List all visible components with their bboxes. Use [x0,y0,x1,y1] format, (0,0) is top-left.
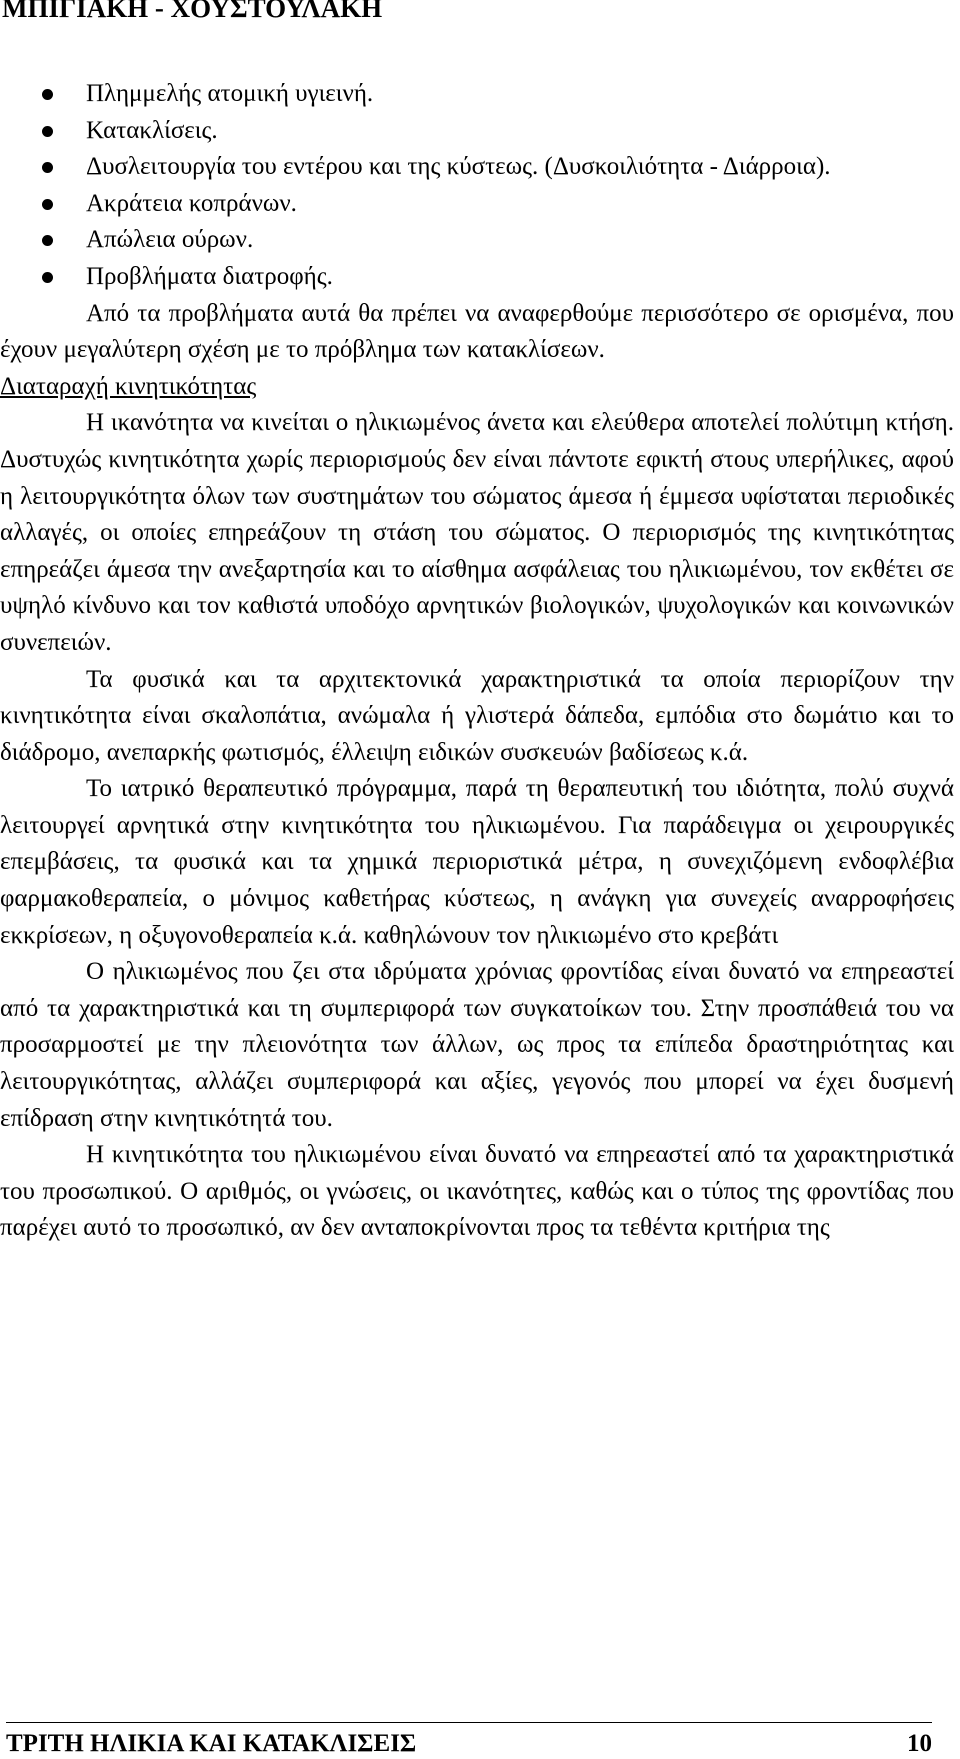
list-item: Απώλεια ούρων. [0,222,954,259]
list-item: Κατακλίσεις. [0,113,954,150]
bullet-icon [42,199,53,210]
running-header: ΜΠΙΓΙΑΚΗ - ΧΟΥΣΤΟΥΛΑΚΗ [2,0,383,23]
paragraph: Η ικανότητα να κινείται ο ηλικιωμένος άνετα και ελεύθερα αποτελεί πολύτιμη κτήση. Δυστυχώς κινητικότητα χωρίς περιορισμούς δεν είναι πάντοτε εφικτή στους υπερήλικες, αφού η λειτουργικότητα όλων των συστημάτων του σώματος άμεσα ή έμμεσα υφίσταται περιοδικές αλλαγές, οι οποίες επηρεάζουν τη στάση του σώματος. Ο περιορισμός της κινητικότητας επηρεάζει άμεσα την ανεξαρτησία και το αίσθημα ασφάλειας του ηλικιωμένου, τον εκθέτει σε υψηλό κίνδυνο και τον καθιστά υποδόχο αρνητικών βιολογικών, ψυχολογικών και κοινωνικών συνεπειών. [0,409,954,656]
footer-title: ΤΡΙΤΗ ΗΛΙΚΙΑ ΚΑΙ ΚΑΤΑΚΛΙΣΕΙΣ [6,1730,417,1757]
page-content [0,76,954,1247]
bullet-icon [42,89,53,100]
running-footer [6,1722,932,1759]
list-item: Πλημμελής ατομική υγιεινή. [0,76,954,113]
list-item: Ακράτεια κοπράνων. [0,186,954,223]
bullet-icon [42,162,53,173]
list-item: Δυσλειτουργία του εντέρου και της κύστεως. (Δυσκοιλιότητα - Διάρροια). [0,149,954,186]
bullet-list [0,76,954,296]
page-number: 10 [907,1730,932,1757]
paragraph: Τα φυσικά και τα αρχιτεκτονικά χαρακτηριστικά τα οποία περιορίζουν την κινητικότητα είναι σκαλοπάτια, ανώμαλα ή γλιστερά δάπεδα, εμπόδια στο δωμάτιο και το διάδρομο, ανεπαρκής φωτισμός, έλλειψη ειδικών συσκευών βαδίσεως κ.ά. [0,665,954,766]
paragraph: Το ιατρικό θεραπευτικό πρόγραμμα, παρά τη θεραπευτική του ιδιότητα, πολύ συχνά λειτουργεί αρνητικά στην κινητικότητα του ηλικιωμένου. Για παράδειγμα οι χειρουργικές επεμβάσεις, τα φυσικά και τα χημικά περιοριστικά μέτρα, η συνεχιζόμενη ενδοφλέβια φαρμακοθεραπεία, ο μόνιμος καθετήρας κύστεως, η ανάγκη για συνεχείς αναρροφήσεις εκκρίσεων, η οξυγονοθεραπεία κ.ά. καθηλώνουν τον ηλικιωμένο στο κρεβάτι [0,775,954,949]
bullet-icon [42,235,53,246]
paragraph: Η κινητικότητα του ηλικιωμένου είναι δυνατό να επηρεαστεί από τα χαρακτηριστικά του προσωπικού. Ο αριθμός, οι γνώσεις, οι ικανότητες, καθώς και ο τύπος της φροντίδας που παρέχει αυτό το προσωπικό, αν δεν ανταποκρίνονται προς τα τεθέντα κριτήρια της [0,1141,954,1242]
paragraph: Από τα προβλήματα αυτά θα πρέπει να αναφερθούμε περισσότερο σε ορισμένα, που έχουν μεγαλύτερη σχέση με το πρόβλημα των κατακλίσεων. [0,299,954,364]
bullet-icon [42,272,53,283]
paragraph: Ο ηλικιωμένος που ζει στα ιδρύματα χρόνιας φροντίδας είναι δυνατό να επηρεαστεί από τα χαρακτηριστικά και τη συμπεριφορά των συγκατοίκων του. Στην προσπάθειά του να προσαρμοστεί με την πλειονότητα των άλλων, ως προς τα επίπεδα δραστηριότητας και λειτουργικότητας, αλλάζει συμπεριφορά και αξίες, γεγονός που μπορεί να έχει δυσμενή επίδραση στην κινητικότητά του. [0,958,954,1132]
list-item: Προβλήματα διατροφής. [0,259,954,296]
section-heading: Διαταραχή κινητικότητας [0,372,257,400]
bullet-icon [42,126,53,137]
